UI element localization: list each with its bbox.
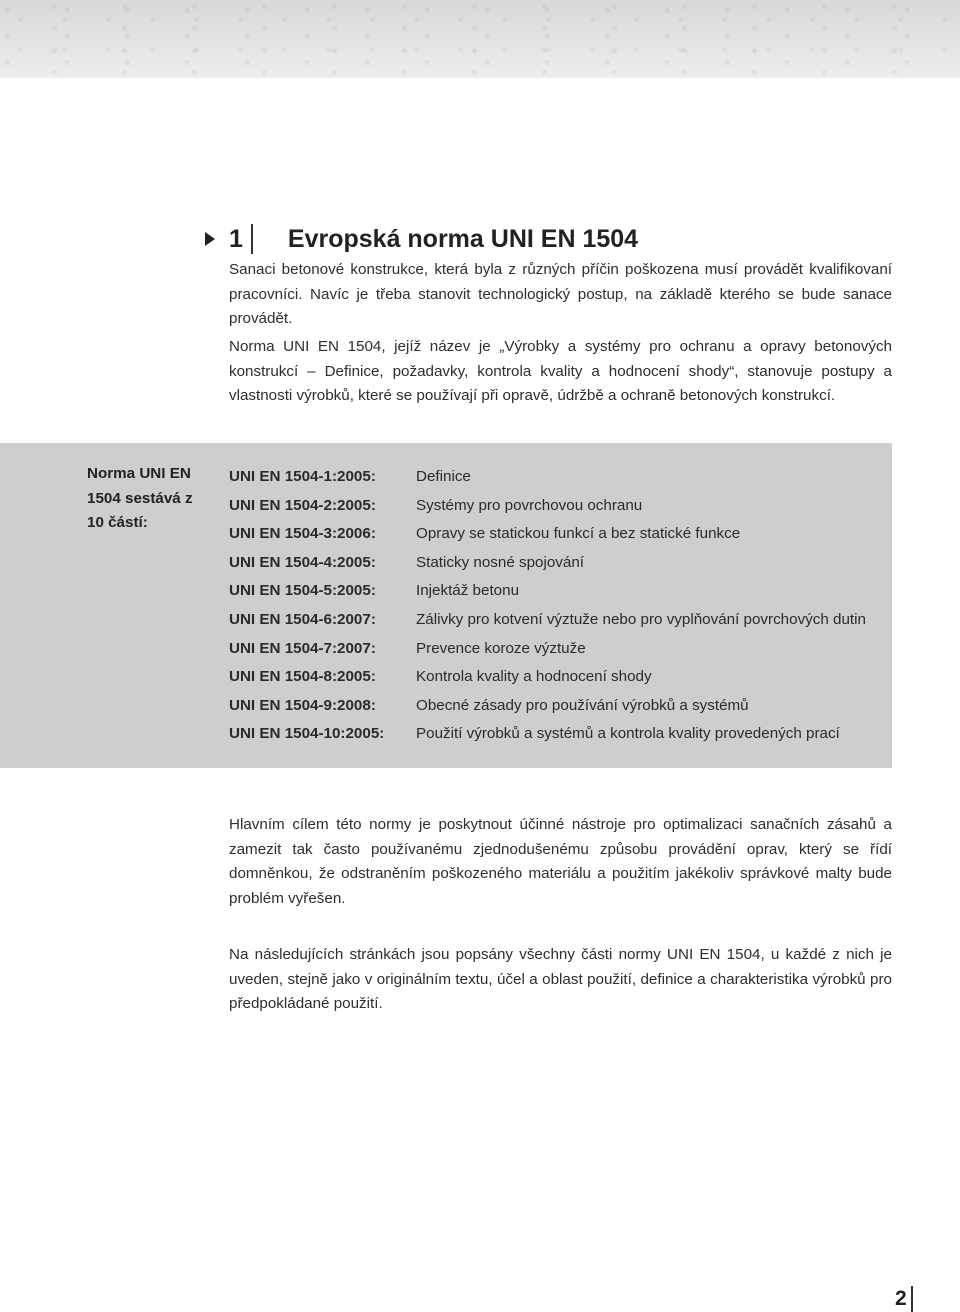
page-number-divider — [911, 1286, 913, 1312]
part-description: Kontrola kvality a hodnocení shody — [416, 668, 652, 686]
parts-list — [229, 463, 879, 749]
part-description: Zálivky pro kotvení výztuže nebo pro vyplňování povrchových dutin — [416, 610, 866, 628]
list-item — [229, 463, 879, 492]
part-description: Použití výrobků a systémů a kontrola kvality provedených prací — [416, 725, 840, 743]
list-item — [229, 606, 879, 635]
part-code: UNI EN 1504-7:2007: — [229, 639, 376, 657]
standard-parts-box — [0, 443, 892, 768]
part-description: Staticky nosné spojování — [416, 553, 585, 571]
part-code: UNI EN 1504-8:2005: — [229, 668, 376, 686]
list-item — [229, 663, 879, 692]
section-divider — [251, 224, 253, 254]
section-number: 1 — [229, 224, 243, 253]
part-code: UNI EN 1504-1:2005: — [229, 468, 376, 485]
part-code: UNI EN 1504-9:2008: — [229, 696, 376, 714]
part-description: Obecné zásady pro používání výrobků a systémů — [416, 696, 749, 714]
part-code: UNI EN 1504-4:2005: — [229, 553, 376, 571]
part-code: UNI EN 1504-5:2005: — [229, 582, 376, 600]
list-item — [229, 635, 879, 664]
section-title: Evropská norma UNI EN 1504 — [287, 224, 639, 253]
part-description: Systémy pro povrchovou ochranu — [416, 496, 643, 514]
list-item — [229, 520, 879, 549]
list-item — [229, 549, 879, 578]
list-item — [229, 692, 879, 721]
part-code: UNI EN 1504-3:2006: — [229, 525, 376, 543]
section-heading — [205, 223, 638, 255]
part-description: Injektáž betonu — [416, 582, 520, 600]
part-description: Definice — [416, 468, 471, 485]
part-code: UNI EN 1504-6:2007: — [229, 610, 376, 628]
list-item — [229, 577, 879, 606]
part-code: UNI EN 1504-10:2005: — [229, 725, 385, 743]
part-description: Opravy se statickou funkcí a bez statické funkce — [416, 525, 741, 543]
page-number: 2 — [895, 1287, 907, 1310]
triangle-bullet-icon — [205, 232, 215, 246]
intro-paragraph-2: Norma UNI EN 1504, jejíž název je „Výrobky a systémy pro ochranu a opravy betonových konstrukcí – Definice, požadavky, kontrola kvality a hodnocení shody“, stanovuje postupy a vlastnosti výrobků, které se používají při opravě, údržbě a ochraně betonových konstrukcí. — [229, 338, 892, 404]
parts-box-label: Norma UNI EN 1504 sestává z 10 částí: — [87, 465, 193, 531]
intro-paragraph-1: Sanaci betonové konstrukce, která byla z různých příčin poškozena musí provádět kvalifikovaní pracovníci. Navíc je třeba stanovit technologický postup, na základě kterého se bude sanace provádět. — [229, 261, 892, 327]
list-item — [229, 492, 879, 521]
body-paragraph-1: Hlavním cílem této normy je poskytnout účinné nástroje pro optimalizaci sanačních zásahů a zamezit tak často používanému zjednodušenému způsobu provádění oprav, který se řídí domněnkou, že odstraněním poškozeného materiálu a použitím jakékoliv správkové malty bude problém vyřešen. — [229, 816, 892, 907]
header-texture-band — [0, 0, 960, 78]
part-description: Prevence koroze výztuže — [416, 639, 586, 657]
list-item — [229, 720, 879, 749]
part-code: UNI EN 1504-2:2005: — [229, 496, 376, 514]
body-paragraph-2: Na následujících stránkách jsou popsány všechny části normy UNI EN 1504, u každé z nich je uveden, stejně jako v originálním textu, účel a oblast použití, definice a charakteristika výrobků pro předpokládané použití. — [229, 946, 892, 1012]
